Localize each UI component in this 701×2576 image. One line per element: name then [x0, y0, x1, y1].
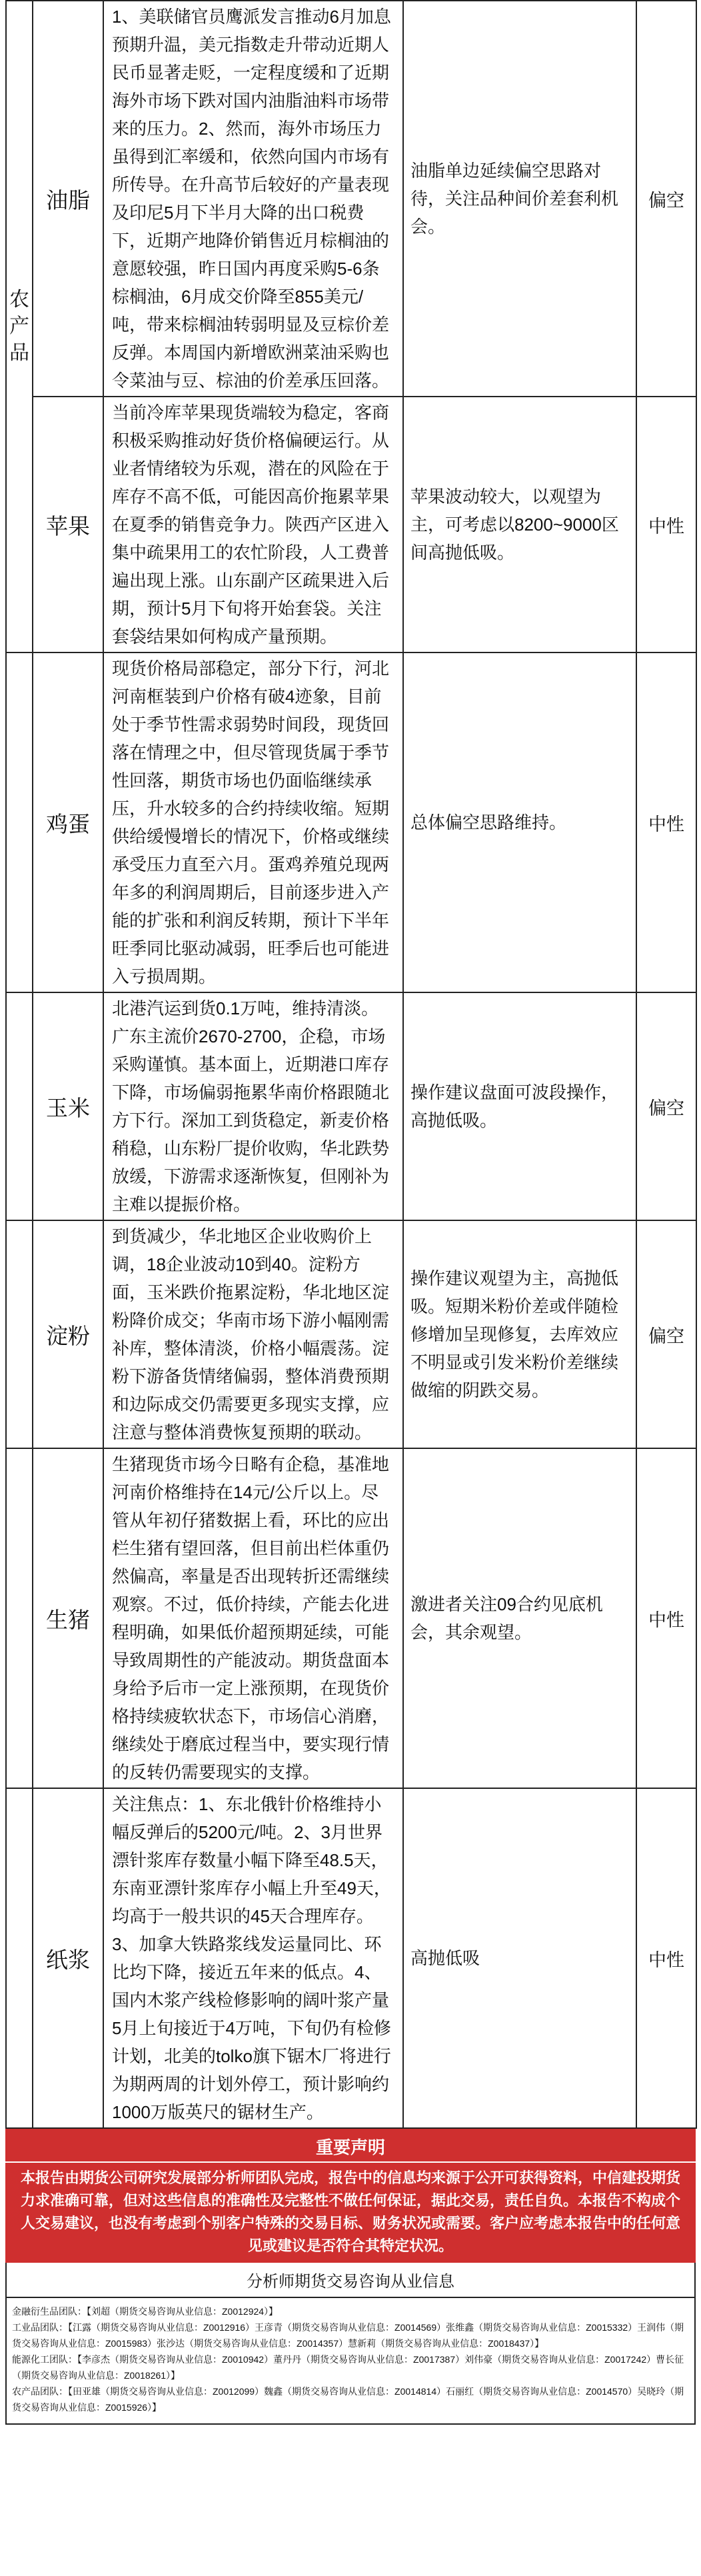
team-agriculture: 农产品团队：【田亚雄（期货交易咨询从业信息：Z0012099）魏鑫（期货交易咨询从业信息：Z0014814）石丽红（期货交易咨询从业信息：Z0014570）吴晓玲（期货交易咨询从业信息：Z0015926）】 [12, 2386, 684, 2413]
disclaimer-box [5, 2129, 696, 2263]
strategy-text: 油脂单边延续偏空思路对待，关注品种间价差套利机会。 [403, 1, 636, 397]
commodity-row [6, 652, 696, 992]
sector-char: 品 [9, 342, 29, 364]
sector-char: 产 [9, 315, 29, 337]
commodity-row [6, 992, 696, 1220]
view-rating: 中性 [636, 652, 696, 992]
product-name: 生猪 [33, 1448, 103, 1788]
analysis-text: 现货价格局部稳定，部分下行，河北河南框装到户价格有破4迹象，目前处于季节性需求弱势时间段，现货回落在情理之中，但尽管现货属于季节性回落，期货市场也仍面临继续承压，升水较多的合约持续收缩。短期供给缓慢增长的情况下，价格或继续承受压力直至六月。蛋鸡养殖兑现两年多的利润周期后，目前逐步进入产能的扩张和利润反转期，预计下半年旺季同比驱动减弱，旺季后也可能进入亏损周期。 [103, 652, 403, 992]
sector-cell-empty [6, 1448, 33, 1788]
analysis-text: 北港汽运到货0.1万吨，维持清淡。广东主流价2670-2700，企稳，市场采购谨慎。基本面上，近期港口库存下降，市场偏弱拖累华南价格跟随北方下行。深加工到货稳定，新麦价格稍稳，山东粉厂提价收购，华北跌势放缓，下游需求逐渐恢复，但刚补为主难以提振价格。 [103, 992, 403, 1220]
commodity-row [6, 1, 696, 397]
product-name: 鸡蛋 [33, 652, 103, 992]
strategy-text: 高抛低吸 [403, 1788, 636, 2128]
commodity-row [6, 397, 696, 652]
team-industrial: 工业品团队：【江露（期货交易咨询从业信息：Z0012916）王彦青（期货交易咨询从业信息：Z0014569）张维鑫（期货交易咨询从业信息：Z0015332）王润伟（期货交易咨询从业信息：Z0015983）张沙达（期货交易咨询从业信息：Z0014357）慧新莉（期货交易咨询从业信息：Z0018437）】 [12, 2322, 684, 2349]
sector-cell-empty [6, 1788, 33, 2128]
disclaimer-text: 本报告由期货公司研究发展部分析师团队完成，报告中的信息均来源于公开可获得资料，中信建投期货力求准确可靠，但对这些信息的准确性及完整性不做任何保证，据此交易，责任自负。本报告不构成个人交易建议，也没有考虑到个别客户特殊的交易目标、财务状况或需要。客户应考虑本报告中的任何意见或建议是否符合其特定状况。 [20, 2169, 680, 2254]
team-list [5, 2298, 696, 2425]
view-rating: 中性 [636, 1448, 696, 1788]
commodity-row [6, 1788, 696, 2128]
registration-title: 分析师期货交易咨询从业信息 [5, 2263, 696, 2298]
product-name: 纸浆 [33, 1788, 103, 2128]
view-rating: 中性 [636, 397, 696, 652]
sector-char: 农 [9, 289, 29, 311]
view-rating: 中性 [636, 1788, 696, 2128]
team-energy: 能源化工团队：【李彦杰（期货交易咨询从业信息：Z0010942）董丹丹（期货交易咨询从业信息：Z0017387）刘伟豪（期货交易咨询从业信息：Z0017242）曹长征（期货交易咨询从业信息：Z0018261）】 [12, 2354, 684, 2381]
view-rating: 偏空 [636, 992, 696, 1220]
analysis-text: 生猪现货市场今日略有企稳，基准地河南价格维持在14元/公斤以上。尽管从年初仔猪数据上看，环比的应出栏生猪有望回落，但目前出栏体重仍然偏高，率量是否出现转折还需继续观察。不过，低价持续，产能去化进程明确，如果低价超预期延续，可能导致周期性的产能波动。期货盘面本身给予后市一定上涨预期，在现货价格持续疲软状态下，市场信心消磨，继续处于磨底过程当中，要实现行情的反转仍需要现实的支撑。 [103, 1448, 403, 1788]
product-name: 淀粉 [33, 1220, 103, 1448]
strategy-text: 苹果波动较大，以观望为主，可考虑以8200~9000区间高抛低吸。 [403, 397, 636, 652]
strategy-text: 总体偏空思路维持。 [403, 652, 636, 992]
commodity-row [6, 1220, 696, 1448]
analysis-text: 1、美联储官员鹰派发言推动6月加息预期升温，美元指数走升带动近期人民币显著走贬，一定程度缓和了近期海外市场下跌对国内油脂油料市场带来的压力。2、然而，海外市场压力虽得到汇率缓和，依然向国内市场有所传导。在升高节后较好的产量表现及印尼5月下半月大降的出口税费下，近期产地降价销售近月棕榈油的意愿较强，昨日国内再度采购5-6条棕榈油，6月成交价降至855美元/吨，带来棕榈油转弱明显及豆棕价差反弹。本周国内新增欧洲菜油采购也令菜油与豆、棕油的价差承压回落。 [103, 1, 403, 397]
commodity-row [6, 1448, 696, 1788]
sector-cell-empty [6, 992, 33, 1220]
view-rating: 偏空 [636, 1, 696, 397]
analysis-text: 当前冷库苹果现货端较为稳定，客商积极采购推动好货价格偏硬运行。从业者情绪较为乐观，潜在的风险在于库存不高不低，可能因高价拖累苹果在夏季的销售竞争力。陕西产区进入集中疏果用工的农忙阶段，人工费普遍出现上涨。山东副产区疏果进入后期，预计5月下旬将开始套袋。关注套袋结果如何构成产量预期。 [103, 397, 403, 652]
product-name: 玉米 [33, 992, 103, 1220]
view-rating: 偏空 [636, 1220, 696, 1448]
product-name: 苹果 [33, 397, 103, 652]
sector-cell [6, 1, 33, 652]
strategy-text: 激进者关注09合约见底机会，其余观望。 [403, 1448, 636, 1788]
sector-cell-empty [6, 1220, 33, 1448]
product-name: 油脂 [33, 1, 103, 397]
team-financial: 金融衍生品团队：【刘超（期货交易咨询从业信息：Z0012924）】 [12, 2306, 279, 2317]
analysis-text: 关注焦点：1、东北俄针价格维持小幅反弹后的5200元/吨。2、3月世界漂针浆库存数量小幅下降至48.5天，东南亚漂针浆库存小幅上升至49天，均高于一般共识的45天合理库存。3、加拿大铁路浆线发运量同比、环比均下降，接近五年来的低点。4、国内木浆产线检修影响的阔叶浆产量5月上旬接近于4万吨，下旬仍有检修计划，北美的tolko旗下锯木厂将进行为期两周的计划外停工，预计影响约1000万版英尺的锯材生产。 [103, 1788, 403, 2128]
sector-cell-empty [6, 652, 33, 992]
disclaimer-title: 重要声明 [5, 2129, 696, 2163]
commodity-table [5, 0, 697, 2129]
analysis-text: 到货减少，华北地区企业收购价上调，18企业波动10到40。淀粉方面，玉米跌价拖累淀粉，华北地区淀粉降价成交；华南市场下游小幅刚需补库，整体清淡，价格小幅震荡。淀粉下游备货情绪偏弱，整体消费预期和边际成交仍需要更多现实支撑，应注意与整体消费恢复预期的联动。 [103, 1220, 403, 1448]
strategy-text: 操作建议盘面可波段操作，高抛低吸。 [403, 992, 636, 1220]
strategy-text: 操作建议观望为主，高抛低吸。短期米粉价差或伴随检修增加呈现修复，去库效应不明显或引发米粉价差继续做缩的阴跌交易。 [403, 1220, 636, 1448]
